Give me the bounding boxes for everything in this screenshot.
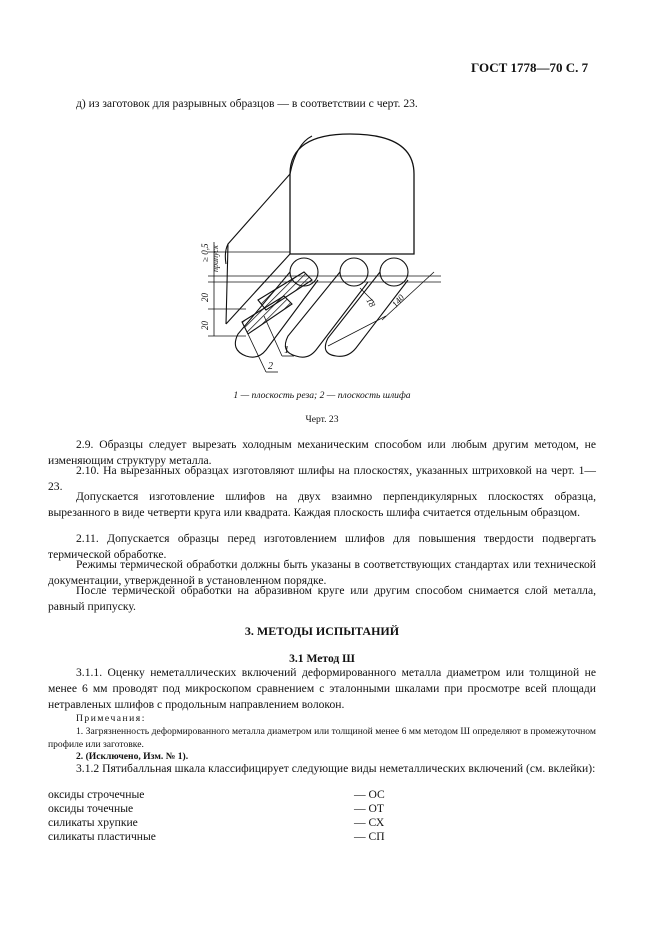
list-item-name: оксиды строчечные: [48, 788, 145, 801]
technical-drawing: [186, 124, 446, 384]
figure-legend: 1 — плоскость реза; 2 — плоскость шлифа: [233, 390, 411, 401]
list-item-code: — ОС: [354, 788, 385, 801]
figure-caption: Черт. 23: [305, 414, 339, 425]
paragraph-2-10: 2.10. На вырезанных образцах изготовляют шлифы на плоскостях, указанных штриховкой на черт. 1—23.: [48, 464, 596, 493]
callout-1: 1: [284, 345, 289, 356]
page-header: ГОСТ 1778—70 С. 7: [471, 60, 589, 75]
paragraph-2-11b: Режимы термической обработки должны быть указаны в соответствующих стандартах или технической документации, утвержденной в установленном порядке.: [48, 558, 596, 587]
list-item-code: — СП: [354, 830, 385, 843]
dim-18: 18: [364, 296, 378, 309]
ingot-body: [225, 134, 414, 324]
paragraph-2-11c: После термической обработки на абразивном круге или другим способом снимается слой металла, равный припуску.: [48, 584, 596, 613]
diagonal-dimensions: [328, 272, 434, 346]
note-2: 2. (Исключено, Изм. № 1).: [76, 751, 189, 762]
list-item-code: — СХ: [354, 816, 385, 829]
dim-20-upper: 20: [200, 293, 210, 302]
dim-140: 140: [389, 292, 407, 310]
paragraph-2-10b: Допускается изготовление шлифов на двух взаимно перпендикулярных плоскостях образца, вырезанного в виде четверти круга или квадрата. Каждая плоскость шлифа считается отдельным образцом.: [48, 490, 596, 519]
sample-bars: [235, 258, 408, 357]
dim-min-05: ≥ 0,5: [200, 243, 210, 262]
callout-2: 2: [268, 361, 273, 372]
paragraph-3-1-1: 3.1.1. Оценку неметаллических включений деформированного металла диаметром или толщиной не менее 6 мм проводят под микроскопом сравнением с эталонными шкалами при просмотре всей площади нетравленых шлифов с продольным направлением волокон.: [48, 666, 596, 711]
list-item-name: оксиды точечные: [48, 802, 134, 815]
intro-line: д) из заготовок для разрывных образцов — в соответствии с черт. 23.: [76, 97, 418, 110]
section-subtitle: 3.1 Метод Ш: [289, 652, 355, 665]
list-item-code: — ОТ: [354, 802, 384, 815]
list-item-name: силикаты пластичные: [48, 830, 156, 843]
dim-20-lower: 20: [200, 321, 210, 330]
section-title: 3. МЕТОДЫ ИСПЫТАНИЙ: [244, 624, 400, 638]
paragraph-2-9: 2.9. Образцы следует вырезать холодным механическим способом или любым другим методом, не изменяющим структуру металла.: [48, 438, 596, 467]
notes-title: Примечания:: [76, 713, 146, 724]
list-item-name: силикаты хрупкие: [48, 816, 138, 829]
dim-pripusk: припуск: [211, 245, 220, 272]
note-1: 1. Загрязненность деформированного металла диаметром или толщиной менее 6 мм методом Ш определяют в промежуточном профиле или заготовке.: [48, 726, 596, 750]
paragraph-3-1-2: 3.1.2 Пятибалльная шкала классифицирует следующие виды неметаллических включений (см. вклейки):: [76, 762, 596, 775]
paragraph-2-11: 2.11. Допускается образцы перед изготовлением шлифов для повышения твердости подвергать термической обработке.: [48, 532, 596, 561]
